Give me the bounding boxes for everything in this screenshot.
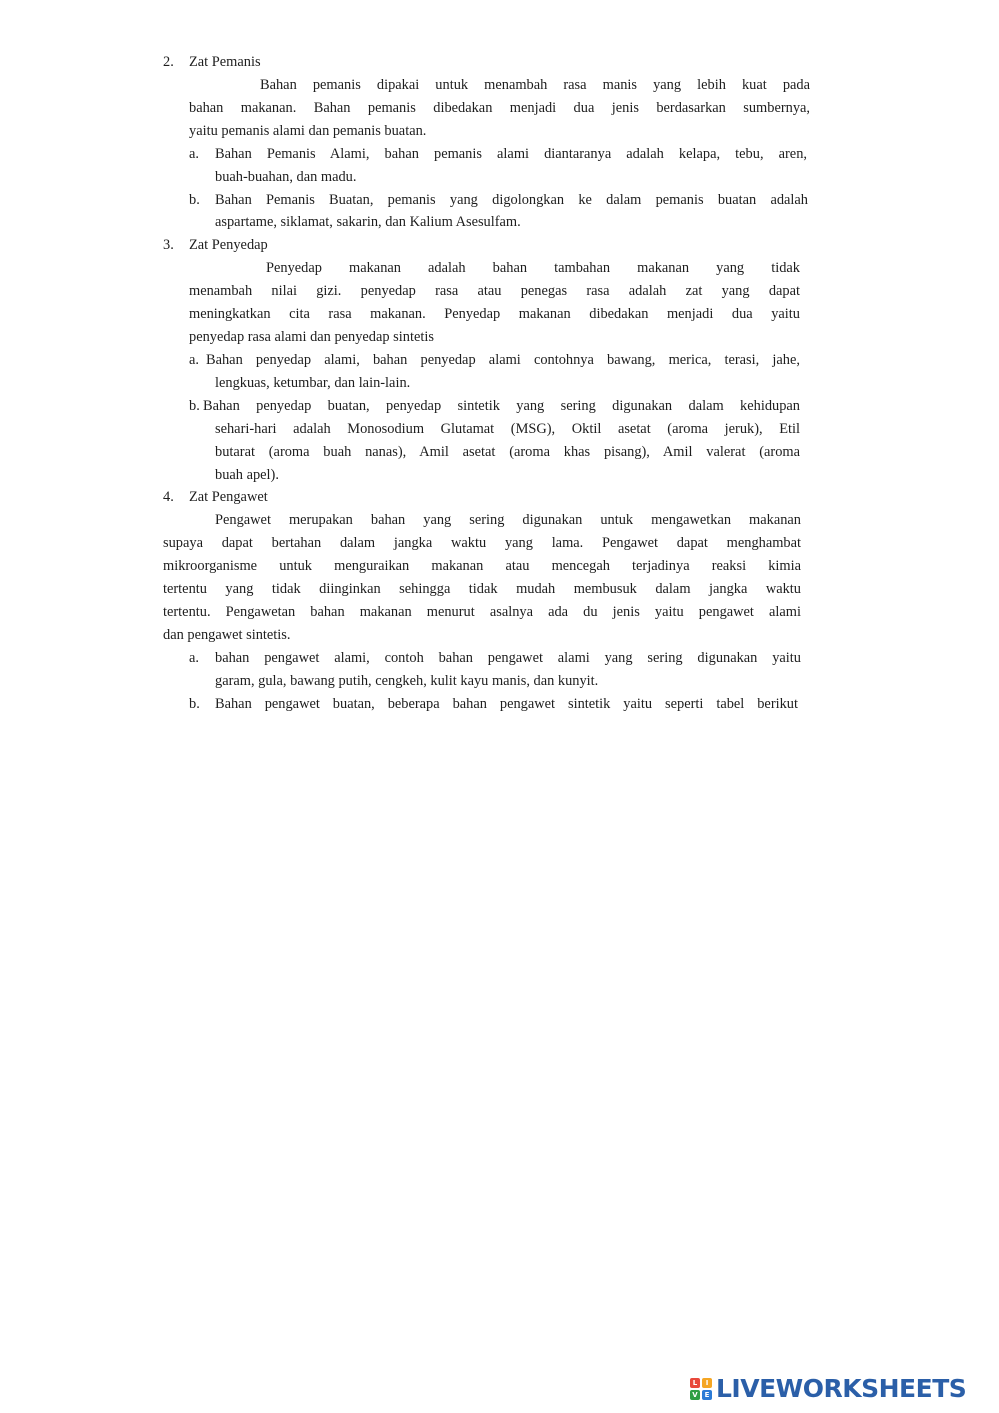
- list-item-line: Bahan penyedap alami, bahan penyedap alami contohnya bawang, merica, terasi, jahe,: [206, 352, 800, 368]
- liveworksheets-logo-icon: [690, 1378, 712, 1400]
- list-item-line: butarat (aroma buah nanas), Amil asetat (aroma khas pisang), Amil valerat (aroma: [215, 444, 800, 460]
- paragraph-line: yaitu pemanis alami dan pemanis buatan.: [189, 123, 427, 139]
- liveworksheets-logo: [690, 1376, 966, 1402]
- list-marker: b.: [189, 696, 200, 712]
- section-title: Zat Pengawet: [189, 489, 268, 505]
- paragraph-line: tertentu. Pengawetan bahan makanan menurut asalnya ada du jenis yaitu pengawet alami: [163, 604, 801, 620]
- paragraph-line: supaya dapat bertahan dalam jangka waktu yang lama. Pengawet dapat menghambat: [163, 535, 801, 551]
- list-marker: b.: [189, 192, 200, 208]
- list-item-line: Bahan Pemanis Buatan, pemanis yang digolongkan ke dalam pemanis buatan adalah: [215, 192, 808, 208]
- paragraph-line: penyedap rasa alami dan penyedap sintetis: [189, 329, 434, 345]
- section-title: Zat Penyedap: [189, 237, 268, 253]
- paragraph-line: mikroorganisme untuk menguraikan makanan atau mencegah terjadinya reaksi kimia: [163, 558, 801, 574]
- logo-tile: L: [690, 1378, 700, 1388]
- list-marker: a.: [189, 146, 199, 162]
- paragraph-line: meningkatkan cita rasa makanan. Penyedap makanan dibedakan menjadi dua yaitu: [189, 306, 800, 322]
- paragraph-line: Pengawet merupakan bahan yang sering digunakan untuk mengawetkan makanan: [215, 512, 801, 528]
- list-marker: a.: [189, 352, 199, 368]
- section-number: 2.: [163, 54, 174, 70]
- logo-text: LIVEWORKSHEETS: [716, 1374, 967, 1403]
- paragraph-line: bahan makanan. Bahan pemanis dibedakan menjadi dua jenis berdasarkan sumbernya,: [189, 100, 810, 116]
- section-heading: [163, 489, 268, 506]
- paragraph-line: Bahan pemanis dipakai untuk menambah rasa manis yang lebih kuat pada: [260, 77, 810, 93]
- section-title: Zat Pemanis: [189, 54, 261, 70]
- section-heading: [163, 54, 261, 71]
- logo-tile: E: [702, 1390, 712, 1400]
- section-heading: [163, 237, 268, 254]
- list-item-line: Bahan Pemanis Alami, bahan pemanis alami diantaranya adalah kelapa, tebu, aren,: [215, 146, 807, 162]
- section-number: 3.: [163, 237, 174, 253]
- list-marker: b.: [189, 398, 200, 414]
- list-item-line: Bahan penyedap buatan, penyedap sintetik yang sering digunakan dalam kehidupan: [203, 398, 800, 414]
- list-item-line: lengkuas, ketumbar, dan lain-lain.: [215, 375, 411, 391]
- section-number: 4.: [163, 489, 174, 505]
- paragraph-line: dan pengawet sintetis.: [163, 627, 291, 643]
- list-item-line: Bahan pengawet buatan, beberapa bahan pengawet sintetik yaitu seperti tabel berikut: [215, 696, 798, 712]
- list-item-line: garam, gula, bawang putih, cengkeh, kulit kayu manis, dan kunyit.: [215, 673, 599, 689]
- paragraph-line: tertentu yang tidak diinginkan sehingga tidak mudah membusuk dalam jangka waktu: [163, 581, 801, 597]
- list-item-line: bahan pengawet alami, contoh bahan pengawet alami yang sering digunakan yaitu: [215, 650, 801, 666]
- list-marker: a.: [189, 650, 199, 666]
- paragraph-line: Penyedap makanan adalah bahan tambahan makanan yang tidak: [266, 260, 800, 276]
- list-item-line: aspartame, siklamat, sakarin, dan Kalium Asesulfam.: [215, 214, 521, 230]
- list-item-line: buah apel).: [215, 467, 279, 483]
- logo-tile: I: [702, 1378, 712, 1388]
- logo-tile: V: [690, 1390, 700, 1400]
- list-item-line: buah-buahan, dan madu.: [215, 169, 357, 185]
- list-item-line: sehari-hari adalah Monosodium Glutamat (MSG), Oktil asetat (aroma jeruk), Etil: [215, 421, 800, 437]
- paragraph-line: menambah nilai gizi. penyedap rasa atau penegas rasa adalah zat yang dapat: [189, 283, 800, 299]
